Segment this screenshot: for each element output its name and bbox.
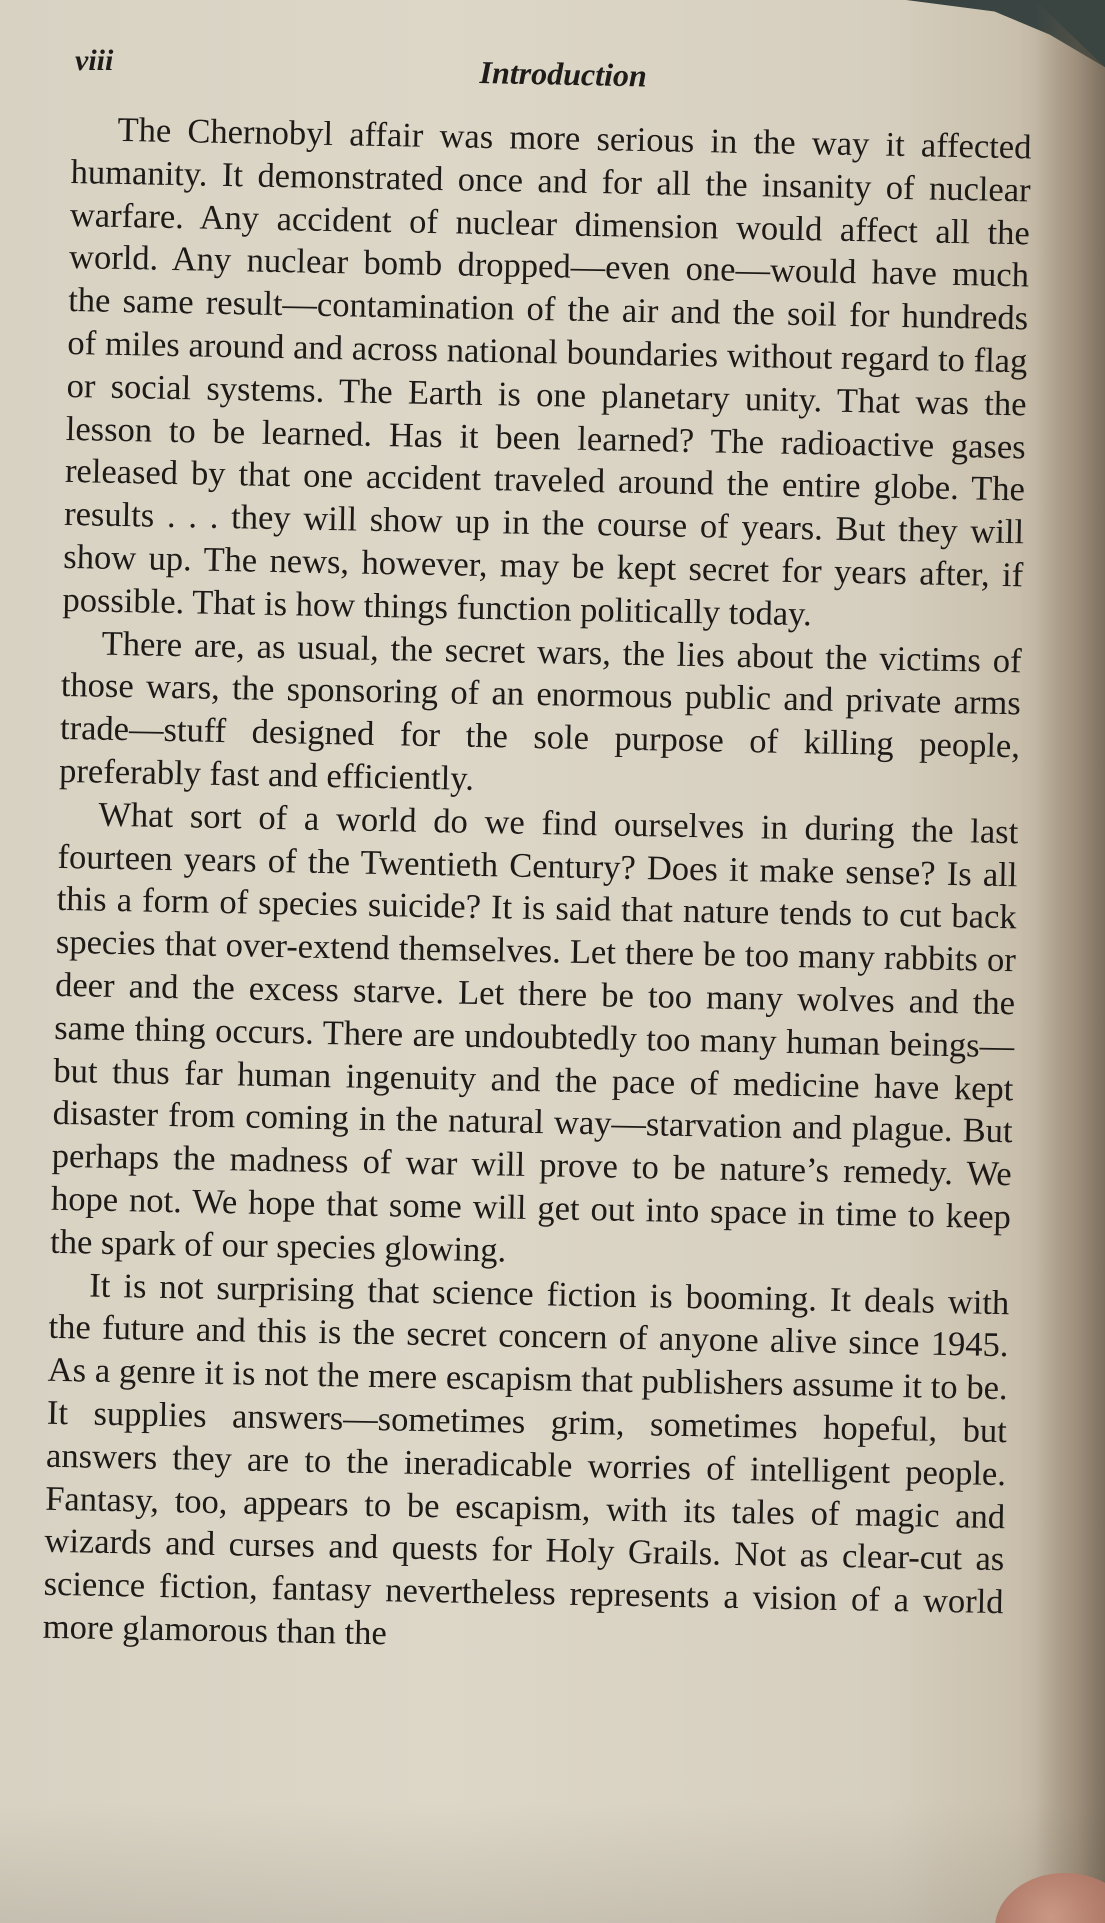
paragraph-species-suicide: What sort of a world do we find ourselves in during the last fourteen years of the Twentieth Century? Does it make sense? Is all this a form of species suicide? It is said that nature tends to cut back species that over-extend themselves. Let there be too many rabbits or deer and the excess starve. Let there be too many wolves and the same thing occurs. There are undoubtedly too many human beings—but thus far human ingenuity and the pace of medicine have kept disaster from coming in the natural way—starvation and plague. But perhaps the madness of war will prove to be nature’s remedy. We hope not. We hope that some will get out into space in time to keep the spark of our species glowing.: [49, 795, 1019, 1270]
paragraph-chernobyl: The Chernobyl affair was more serious in the way it affected humanity. It demonstrated once and for all the insanity of nuclear warfare. Any accident of nuclear dimension would affect all the world. Any nuclear bomb dropped—even one—would have much the same result—contamination of the air and the soil for hundreds of miles around and across national boundaries without regard to flag or social systems. The Earth is one planetary unity. That was the lesson to be learned. Has it been learned? The radioactive gases released by that one accident traveled around the entire globe. The results . . . they will show up in the course of years. But they will show up. The news, however, may be kept secret for years after, if possible. That is how things function politically today.: [62, 110, 1032, 634]
page-header: [75, 38, 1035, 98]
bottom-shadow: [0, 1803, 1105, 1923]
page-number: viii: [75, 44, 114, 77]
paragraph-secret-wars: There are, as usual, the secret wars, the lies about the victims of those wars, the sponsoring of an enormous public and private arms trade—stuff designed for the sole purpose of killing people, preferably fast and efficiently.: [58, 624, 1022, 798]
body-text: [42, 108, 1031, 1667]
page-edge-shadow: [1035, 0, 1105, 1923]
paragraph-science-fiction: It is not surprising that science fiction is booming. It deals with the future and this is the secret concern of anyone alive since 1945. As a genre it is not the mere escapism that publishers assume it to be. It supplies answers—sometimes grim, sometimes hopeful, but answers they are to the ineradicable worries of intelligent people. Fantasy, too, appears to be escapism, with its tales of magic and wizards and curses and quests for Holy Grails. Not as clear-cut as science fiction, fantasy nevertheless represents a vision of a world more glamorous than the: [42, 1266, 1010, 1653]
running-head: Introduction: [479, 54, 648, 94]
